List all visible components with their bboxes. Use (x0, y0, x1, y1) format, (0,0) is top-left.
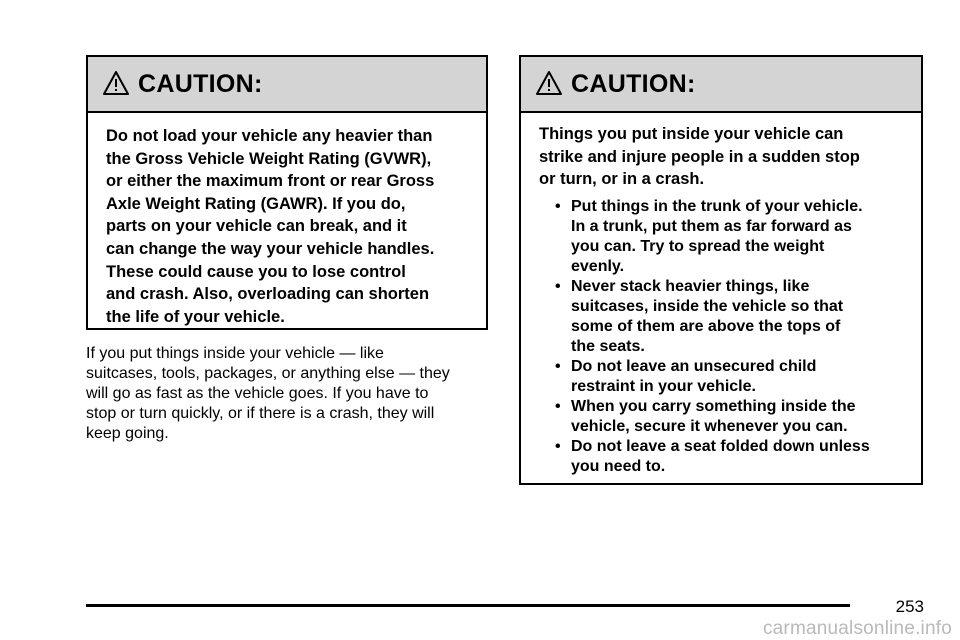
caution-line: strike and injure people in a sudden stop (539, 147, 860, 166)
bullet-line: Put things in the trunk of your vehicle. (571, 197, 863, 215)
bullet-icon: • (555, 437, 561, 455)
caution-line: Axle Weight Rating (GAWR). If you do, (106, 194, 406, 213)
caution-text-left (88, 113, 486, 328)
bullet-line: some of them are above the tops of (571, 317, 841, 335)
body-line: keep going. (86, 425, 169, 442)
bullet-line: suitcases, inside the vehicle so that (571, 297, 844, 315)
footer-rule (86, 604, 850, 607)
list-item (555, 277, 913, 357)
body-line: suitcases, tools, packages, or anything else — they (86, 365, 450, 382)
caution-line: parts on your vehicle can break, and it (106, 217, 407, 236)
list-item (555, 357, 913, 397)
list-item (555, 197, 913, 277)
warning-triangle-icon (102, 70, 130, 96)
bullet-line: vehicle, secure it whenever you can. (571, 417, 848, 435)
caution-line: can change the way your vehicle handles. (106, 239, 435, 258)
caution-line: the life of your vehicle. (106, 307, 285, 326)
warning-triangle-icon (535, 70, 563, 96)
bullet-line: you can. Try to spread the weight (571, 237, 825, 255)
bullet-icon: • (555, 277, 561, 295)
bullet-icon: • (555, 357, 561, 375)
body-line: stop or turn quickly, or if there is a crash, they will (86, 405, 435, 422)
caution-line: Do not load your vehicle any heavier than (106, 127, 433, 145)
body-paragraph (86, 344, 496, 444)
body-line: will go as fast as the vehicle goes. If you have to (86, 385, 429, 402)
bullet-line: the seats. (571, 337, 645, 355)
caution-line: or either the maximum front or rear Gross (106, 172, 435, 191)
caution-line: Things you put inside your vehicle can (539, 125, 844, 143)
caution-line: These could cause you to lose control (106, 262, 406, 281)
bullet-line: evenly. (571, 257, 625, 275)
bullet-line: Never stack heavier things, like (571, 277, 810, 295)
page-number: 253 (895, 597, 924, 616)
bullet-icon: • (555, 197, 561, 215)
list-item (555, 397, 913, 437)
bullet-line: Do not leave an unsecured child (571, 357, 817, 375)
bullet-line: restraint in your vehicle. (571, 377, 756, 395)
bullet-line: In a trunk, put them as far forward as (571, 217, 852, 235)
caution-box-left (86, 55, 488, 330)
bullet-icon: • (555, 397, 561, 415)
body-line: If you put things inside your vehicle — like (86, 345, 384, 362)
caution-line: the Gross Vehicle Weight Rating (GVWR), (106, 149, 432, 168)
caution-header-left (88, 57, 486, 113)
caution-line: and crash. Also, overloading can shorten (106, 285, 430, 304)
caution-header-right (521, 57, 921, 113)
caution-title-left: CAUTION: (138, 69, 263, 98)
bullet-line: When you carry something inside the (571, 397, 856, 415)
bullet-line: Do not leave a seat folded down unless (571, 437, 870, 455)
watermark: carmanualsonline.info (762, 618, 952, 639)
caution-text-right (521, 113, 921, 477)
bullet-line: you need to. (571, 457, 666, 475)
caution-line: or turn, or in a crash. (539, 170, 705, 189)
caution-title-right: CAUTION: (571, 69, 696, 98)
caution-bullet-list (539, 197, 913, 477)
caution-box-right (519, 55, 923, 485)
list-item (555, 437, 913, 477)
